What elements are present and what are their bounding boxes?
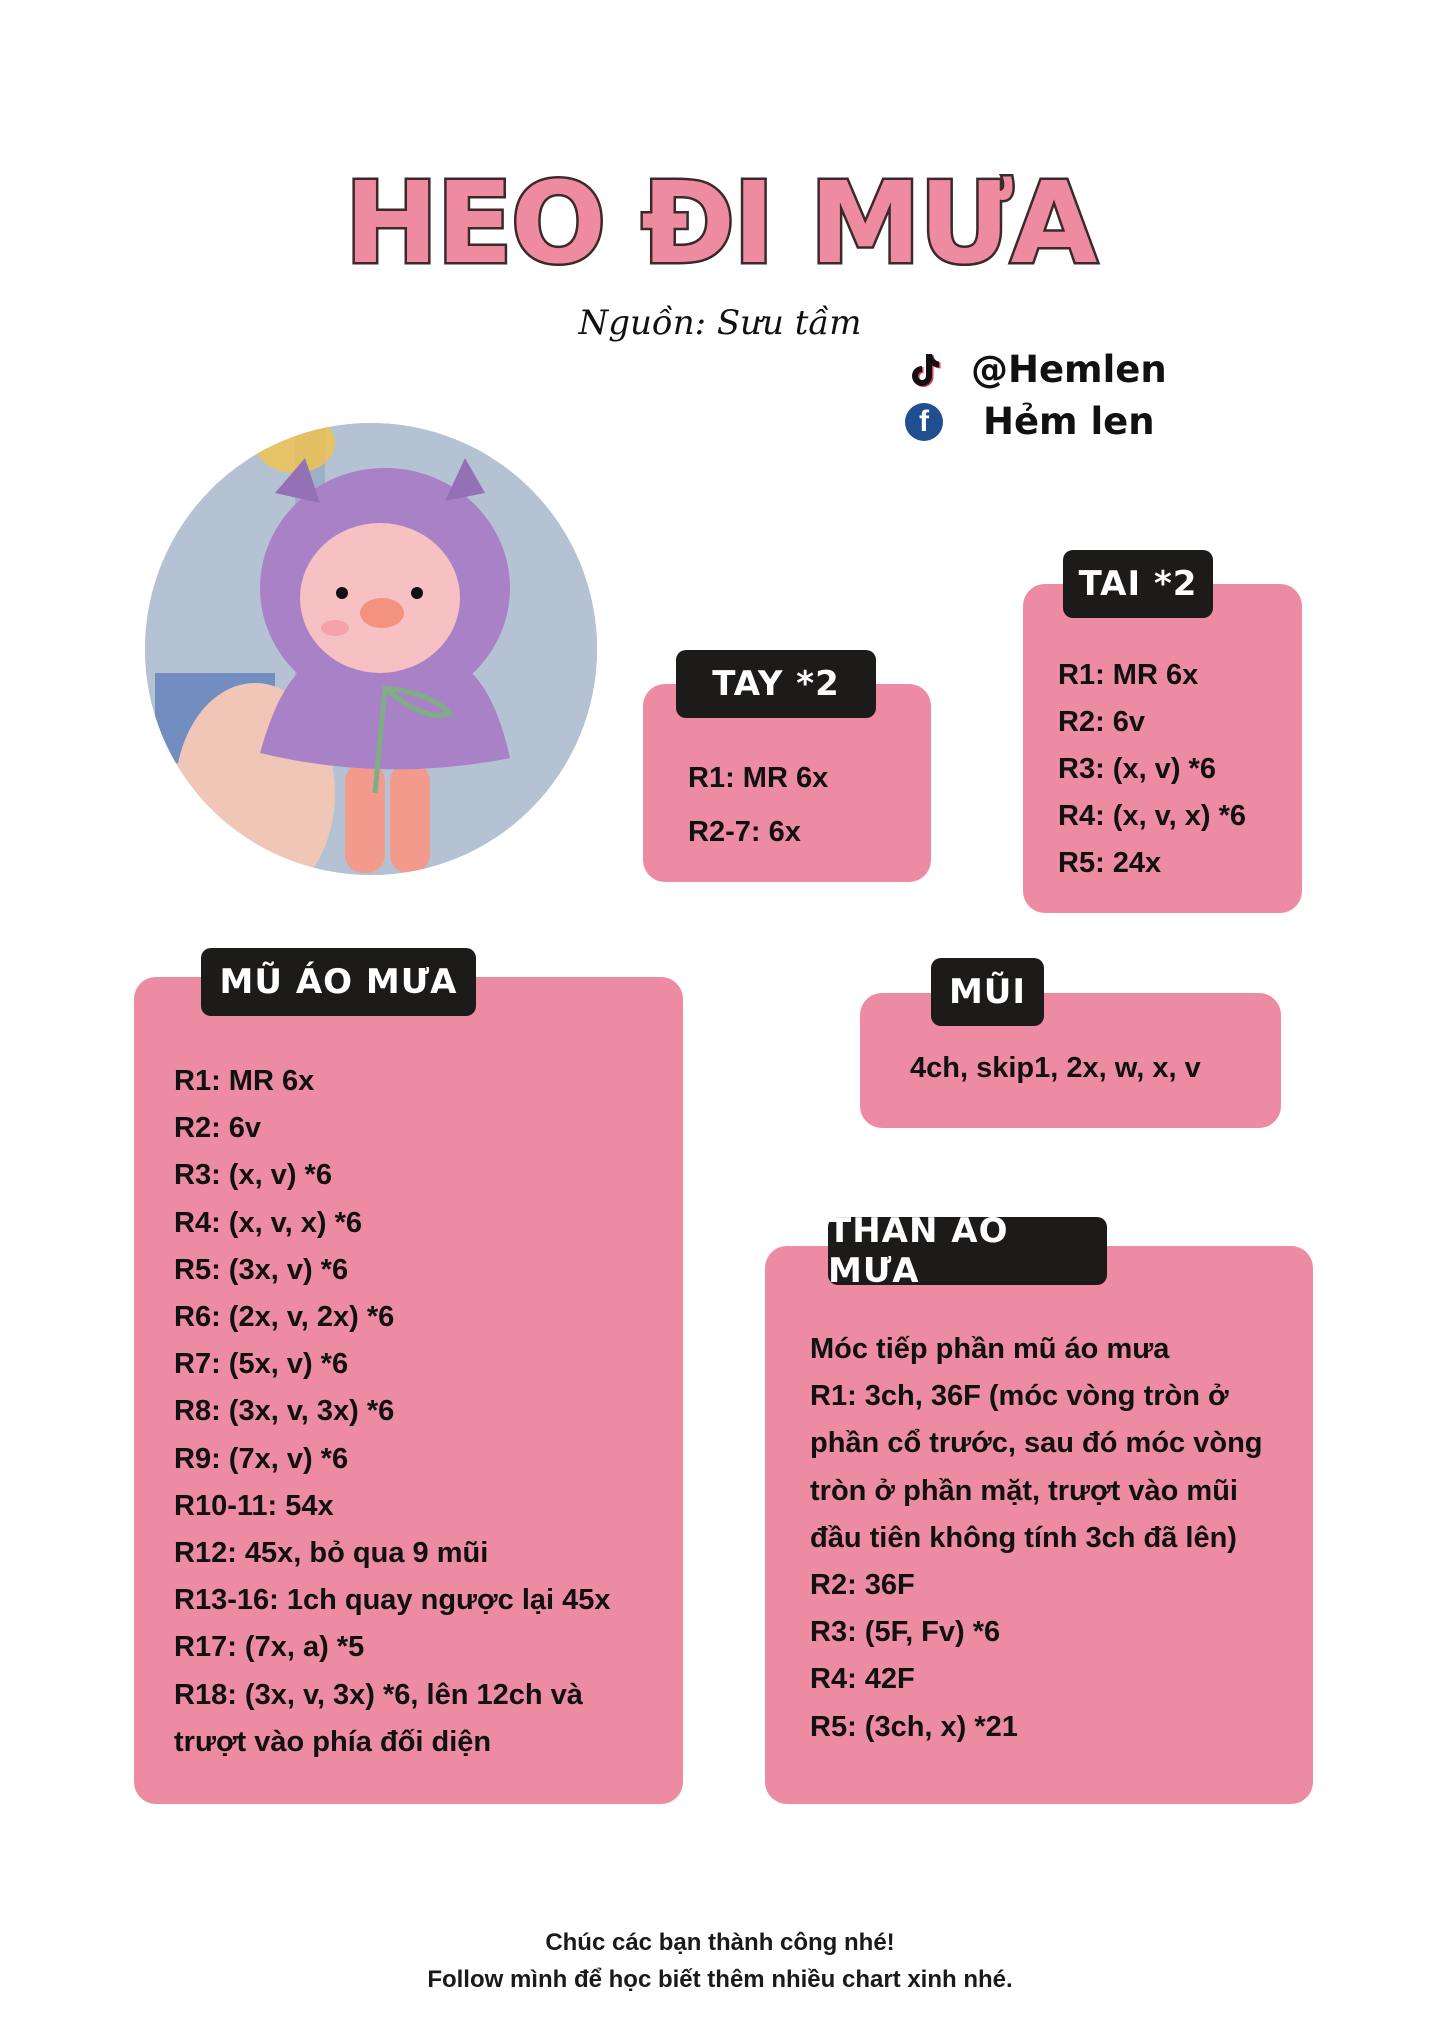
row: R5: 24x [1058, 847, 1162, 879]
social-facebook[interactable] [905, 400, 1155, 443]
rows-than-ao-mua [810, 1326, 1263, 1751]
label-tay: TAY *2 [676, 650, 876, 718]
row: R1: 3ch, 36F (móc vòng tròn ở [810, 1380, 1229, 1413]
row: R13-16: 1ch quay ngược lại 45x [174, 1584, 611, 1617]
row: R18: (3x, v, 3x) *6, lên 12ch và [174, 1678, 583, 1711]
pig-doll-photo [145, 423, 597, 875]
social-tiktok[interactable] [905, 348, 1167, 391]
facebook-name: Hẻm len [983, 400, 1155, 443]
row: Móc tiếp phần mũ áo mưa [810, 1333, 1170, 1365]
row: đầu tiên không tính 3ch đã lên) [810, 1521, 1237, 1554]
tiktok-icon [905, 351, 943, 389]
rows-mu-ao-mua [174, 1058, 611, 1766]
footer-line-1: Chúc các bạn thành công nhé! [545, 1929, 895, 1956]
facebook-icon: f [905, 403, 943, 441]
source-credit: Nguồn: Sưu tầm [578, 303, 862, 343]
label-mui: MŨI [931, 958, 1044, 1026]
page-title: HEO ĐI MƯA [344, 159, 1096, 289]
row: R6: (2x, v, 2x) *6 [174, 1301, 395, 1334]
rows-mui [910, 1048, 1201, 1088]
row: R12: 45x, bỏ qua 9 mũi [174, 1537, 489, 1570]
row: tròn ở phần mặt, trượt vào mũi [810, 1474, 1238, 1507]
row: R3: (5F, Fv) *6 [810, 1616, 1001, 1649]
row: R3: (x, v) *6 [1058, 753, 1216, 785]
row: R1: MR 6x [1058, 659, 1199, 691]
rows-tai [1058, 652, 1246, 887]
row: 4ch, skip1, 2x, w, x, v [910, 1052, 1201, 1084]
rows-tay [688, 751, 828, 859]
row: R5: (3x, v) *6 [174, 1253, 349, 1286]
row: R2: 36F [810, 1569, 915, 1602]
tiktok-handle: @Hemlen [971, 348, 1167, 391]
row: R5: (3ch, x) *21 [810, 1710, 1018, 1743]
row: R17: (7x, a) *5 [174, 1631, 365, 1664]
row: trượt vào phía đối diện [174, 1725, 492, 1758]
row: R2: 6v [1058, 706, 1146, 738]
row: R2: 6v [174, 1112, 262, 1145]
row: phần cổ trước, sau đó móc vòng [810, 1427, 1263, 1460]
row: R1: MR 6x [688, 762, 829, 794]
row: R10-11: 54x [174, 1489, 334, 1522]
footer-line-2: Follow mình để học biết thêm nhiều chart xinh nhé. [427, 1966, 1013, 1993]
row: R3: (x, v) *6 [174, 1159, 332, 1192]
row: R4: (x, v, x) *6 [1058, 800, 1247, 832]
row: R1: MR 6x [174, 1065, 315, 1097]
row: R7: (5x, v) *6 [174, 1348, 349, 1381]
row: R4: (x, v, x) *6 [174, 1206, 363, 1239]
label-mu-ao-mua: MŨ ÁO MƯA [201, 948, 476, 1016]
footer [0, 1924, 1440, 1998]
row: R8: (3x, v, 3x) *6 [174, 1395, 395, 1428]
label-tai: TAI *2 [1063, 550, 1213, 618]
row: R9: (7x, v) *6 [174, 1442, 349, 1475]
row: R2-7: 6x [688, 816, 801, 848]
label-than-ao-mua: THÂN ÁO MƯA [828, 1217, 1107, 1285]
row: R4: 42F [810, 1663, 915, 1696]
